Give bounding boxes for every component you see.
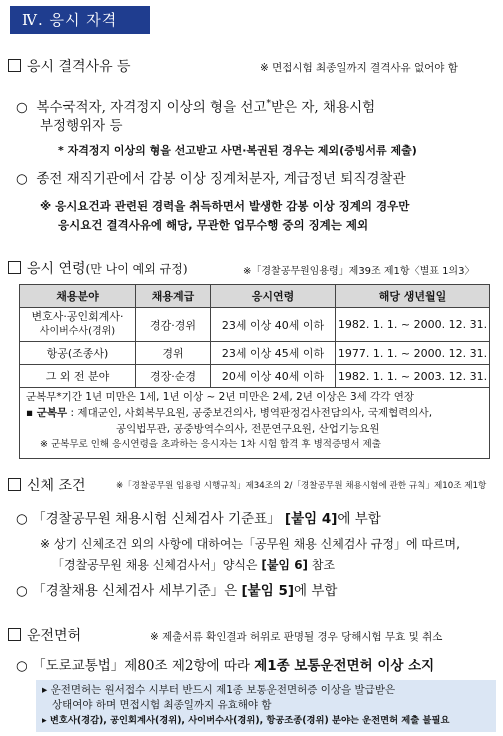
table-cell-age: 23세 이상 45세 이하 — [211, 342, 336, 365]
table-cell-field: 변호사·공인회계사· 사이버수사(경위) — [20, 308, 136, 342]
info-line: 상태여야 하며 면접시험 최종일까지 유효해야 함 — [52, 699, 272, 711]
info-line: ▸ 운전면허는 원서접수 시부터 반드시 제1종 보통운전면허증 이상을 발급받은 — [42, 684, 396, 696]
checkbox-square-icon — [8, 478, 21, 491]
subnote-text-rest: 참조 — [311, 558, 336, 572]
column-header: 응시연령 — [211, 285, 336, 308]
disqualification-subnote-2-line1: ※ 응시요건과 관련된 경력을 취득하면서 발생한 감봉 이상 징계의 경우만 — [40, 199, 410, 213]
header-label: 신체 조건 — [27, 478, 86, 494]
age-note-line — [26, 405, 483, 421]
table-row — [20, 308, 490, 342]
section-header-age — [8, 258, 188, 278]
attachment-ref: [붙임 5] — [241, 583, 295, 599]
info-line: ▸ 변호사(경감), 공인회계사(경위), 사이버수사(경위), 항공조종(경위) 분야는 운전면허 제출 불필요 — [42, 715, 450, 726]
item-text-rest: 받은 자, 채용시험 — [271, 99, 376, 116]
disqualification-note: ※ 면접시험 최종일까지 결격사유 없어야 함 — [260, 62, 458, 74]
table-cell-rank: 경장·순경 — [136, 365, 211, 388]
physical-item-1 — [16, 508, 381, 530]
age-notes-box — [19, 387, 490, 459]
checkbox-square-icon — [8, 261, 21, 274]
circle-bullet-icon: ○ — [16, 511, 28, 527]
item-text-rest: 에 부합 — [337, 511, 381, 527]
license-info-box — [36, 680, 496, 732]
attachment-ref: [붙임 6] — [261, 558, 309, 572]
section-header-license — [8, 625, 81, 645]
subnote-text: 「경찰공무원 채용 신체검사서」양식은 — [52, 558, 258, 572]
physical-note: ※「경찰공무원 임용령 시행규칙」제34조의 2/「경찰공무원 채용시험에 관한 규칙」제10조 제1항 — [116, 481, 487, 491]
item-text: 복수국적자, 자격정지 이상의 형을 선고 — [36, 99, 267, 116]
military-text: : 제대군인, 사회복무요원, 공중보건의사, 병역판정검사전담의사, 국제협력의사, — [70, 407, 433, 419]
circle-bullet-icon: ○ — [16, 171, 28, 187]
age-note-line: ※ 군복무로 인해 응시연령을 초과하는 응시자는 1차 시험 합격 후 병적증명서 제출 — [40, 439, 381, 450]
checkbox-square-icon — [8, 59, 21, 72]
item-text: 종전 재직기관에서 감봉 이상 징계처분자, 계급정년 퇴직경찰관 — [36, 171, 406, 187]
table-cell-rank: 경위 — [136, 342, 211, 365]
checkbox-square-icon — [8, 628, 21, 641]
table-header-row — [20, 285, 490, 308]
section-header-physical — [8, 475, 86, 495]
asterisk-mark: * — [266, 99, 271, 109]
table-row — [20, 342, 490, 365]
column-header: 채용분야 — [20, 285, 136, 308]
item-text: 「도로교통법」제80조 제2항에 따라 — [32, 658, 250, 674]
header-label: 응시 연령 — [27, 261, 86, 277]
disqualification-subnote-1: * 자격정지 이상의 형을 선고받고 사면·복권된 경우는 제외(증빙서류 제출) — [58, 144, 417, 157]
disqualification-item-1-line2: 부정행위자 등 — [40, 118, 123, 134]
table-cell-rank: 경감·경위 — [136, 308, 211, 342]
header-label: 운전면허 — [27, 628, 82, 644]
item-text: 「경찰채용 신체검사 세부기준」은 — [32, 583, 238, 599]
table-cell-age: 23세 이상 40세 이하 — [211, 308, 336, 342]
license-item-1 — [16, 655, 434, 677]
circle-bullet-icon: ○ — [16, 99, 28, 116]
table-row — [20, 365, 490, 388]
table-cell-birth: 1982. 1. 1. ~ 2000. 12. 31. — [336, 308, 490, 342]
military-label: ▪ 군복무 — [26, 407, 68, 419]
physical-subnote-line1: ※ 상기 신체조건 외의 사항에 대하여는「공무원 채용 신체검사 규정」에 따르며, — [40, 537, 460, 551]
item-text-rest: 에 부합 — [294, 583, 338, 599]
section-header-disqualification — [8, 56, 131, 76]
section-title: Ⅳ. 응시 자격 — [10, 6, 150, 34]
physical-item-2 — [16, 580, 337, 602]
age-note-line: 공익법무관, 공중방역수의사, 전문연구요원, 산업기능요원 — [116, 423, 380, 435]
table-cell-field: 그 외 전 분야 — [20, 365, 136, 388]
header-paren: (만 나이 예외 규정) — [85, 262, 188, 276]
column-header: 채용계급 — [136, 285, 211, 308]
age-note: ※「경찰공무원임용령」제39조 제1항〈별표 1의3〉 — [243, 266, 475, 277]
column-header: 해당 생년월일 — [336, 285, 490, 308]
table-cell-birth: 1982. 1. 1. ~ 2003. 12. 31. — [336, 365, 490, 388]
table-cell-field: 항공(조종사) — [20, 342, 136, 365]
circle-bullet-icon: ○ — [16, 583, 28, 599]
table-cell-birth: 1977. 1. 1. ~ 2000. 12. 31. — [336, 342, 490, 365]
license-requirement: 제1종 보통운전면허 이상 소지 — [254, 658, 435, 674]
license-note: ※ 제출서류 확인결과 허위로 판명될 경우 당해시험 무효 및 취소 — [150, 631, 443, 643]
table-cell-age: 20세 이상 40세 이하 — [211, 365, 336, 388]
header-label: 응시 결격사유 등 — [27, 59, 131, 75]
circle-bullet-icon: ○ — [16, 658, 28, 674]
disqualification-item-2 — [16, 168, 405, 190]
disqualification-subnote-2-line2: 응시요건 결격사유에 해당, 무관한 업무수행 중의 징계는 제외 — [58, 218, 369, 232]
age-note-line: 군복무*기간 1년 미만은 1세, 1년 이상 ~ 2년 미만은 2세, 2년 이상은 3세 각각 연장 — [26, 391, 415, 403]
attachment-ref: [붙임 4] — [284, 511, 338, 527]
age-table — [19, 284, 490, 388]
item-text: 「경찰공무원 채용시험 신체검사 기준표」 — [32, 511, 281, 527]
physical-subnote-line2 — [52, 556, 335, 573]
